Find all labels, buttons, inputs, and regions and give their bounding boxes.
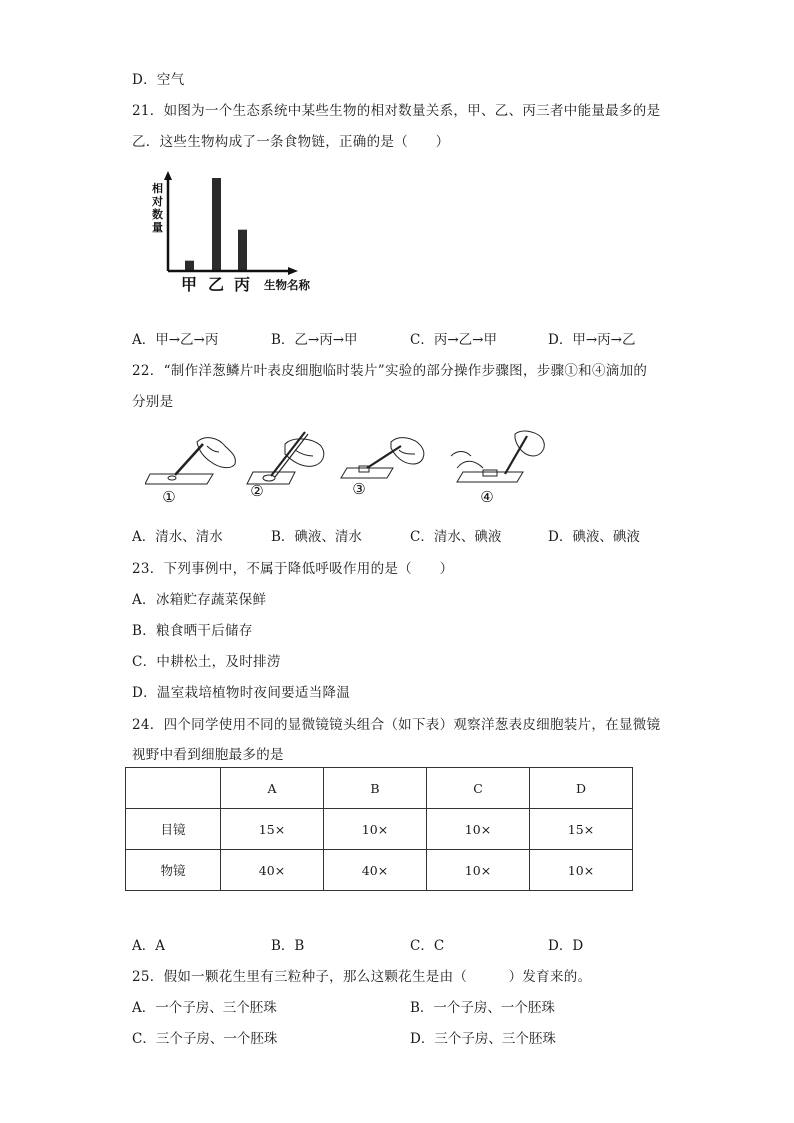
table-cell: D [530, 768, 633, 809]
q21-option-d: D．甲→丙→乙 [548, 332, 636, 348]
bar-乙 [212, 178, 221, 271]
table-cell: 10× [324, 809, 427, 850]
step-label: ① [162, 488, 176, 506]
step1-illustration [145, 438, 235, 484]
q22-stem-line2: 分别是 [132, 394, 174, 410]
step-label: ④ [480, 488, 494, 506]
table-cell: A [221, 768, 324, 809]
q22-stem-line1: 22．“制作洋葱鳞片叶表皮细胞临时装片”实验的部分操作步骤图，步骤①和④滴加的 [132, 363, 648, 379]
q24-stem-line2: 视野中看到细胞最多的是 [132, 747, 284, 763]
q22-option-c: C．清水、碘液 [410, 529, 502, 545]
q25-option-b: B．一个子房、一个胚珠 [410, 1000, 555, 1016]
q25-stem: 25．假如一颗花生里有三粒种子，那么这颗花生是由（ ）发育来的。 [132, 969, 592, 985]
bar-甲 [185, 261, 194, 271]
chart-xlabel: 生物名称 [264, 278, 310, 292]
q25-option-d: D．三个子房、三个胚珠 [410, 1031, 556, 1047]
table-cell: 40× [324, 850, 427, 891]
step3-illustration [341, 438, 424, 478]
q21-option-a: A．甲→乙→丙 [132, 332, 219, 348]
table-row [126, 850, 633, 891]
q24-option-a: A．A [132, 938, 165, 954]
q21-stem-line1: 21．如图为一个生态系统中某些生物的相对数量关系，甲、乙、丙三者中能量最多的是 [132, 103, 661, 119]
table-cell: 40× [221, 850, 324, 891]
q22-option-d: D．碘液、碘液 [548, 529, 640, 545]
q23-option-a: A．冰箱贮存蔬菜保鲜 [132, 592, 267, 608]
q21-stem-line2: 乙．这些生物构成了一条食物链，正确的是（ ） [132, 134, 450, 150]
category-label: 丙 [233, 275, 251, 294]
category-label: 乙 [207, 275, 225, 294]
q22-steps-figure [145, 428, 550, 513]
table-cell [126, 768, 221, 809]
q23-option-c: C．中耕松土，及时排涝 [132, 654, 281, 670]
step2-illustration [247, 432, 324, 484]
step4-illustration [451, 431, 544, 482]
chart-ylabel: 相对数量 [152, 182, 163, 234]
table-row [126, 809, 633, 850]
category-label: 甲 [180, 275, 198, 294]
q23-option-b: B．粮食晒干后储存 [132, 623, 253, 639]
table-cell: 物镜 [126, 850, 221, 891]
table-cell: 15× [221, 809, 324, 850]
table-cell: B [324, 768, 427, 809]
q25-option-a: A．一个子房、三个胚珠 [132, 1000, 277, 1016]
q25-option-c: C．三个子房、一个胚珠 [132, 1031, 278, 1047]
table-cell: 10× [427, 809, 530, 850]
table-cell: 15× [530, 809, 633, 850]
q23-stem: 23．下列事例中，不属于降低呼吸作用的是（ ） [132, 561, 454, 577]
q24-option-c: C．C [410, 938, 445, 954]
table-header-row [126, 768, 633, 809]
step-label: ③ [352, 480, 366, 498]
q23-option-d: D．温室栽培植物时夜间要适当降温 [132, 685, 351, 701]
table-cell: 目镜 [126, 809, 221, 850]
bar-丙 [238, 230, 247, 271]
q21-bar-chart [140, 168, 340, 300]
chart-x-arrow [288, 267, 298, 275]
q21-option-b: B．乙→丙→甲 [271, 332, 358, 348]
q24-option-d: D．D [548, 938, 584, 954]
table-cell: 10× [427, 850, 530, 891]
q22-option-a: A．清水、清水 [132, 529, 223, 545]
q21-option-c: C．丙→乙→甲 [410, 332, 497, 348]
q20-option-d: D．空气 [132, 72, 185, 88]
table-cell: 10× [530, 850, 633, 891]
lens-table [125, 767, 633, 891]
step-label: ② [250, 482, 264, 500]
q24-option-b: B．B [271, 938, 305, 954]
q22-option-b: B．碘液、清水 [271, 529, 362, 545]
chart-y-arrow [164, 171, 172, 180]
table-cell: C [427, 768, 530, 809]
q24-stem-line1: 24．四个同学使用不同的显微镜镜头组合（如下表）观察洋葱表皮细胞装片，在显微镜 [132, 717, 661, 733]
